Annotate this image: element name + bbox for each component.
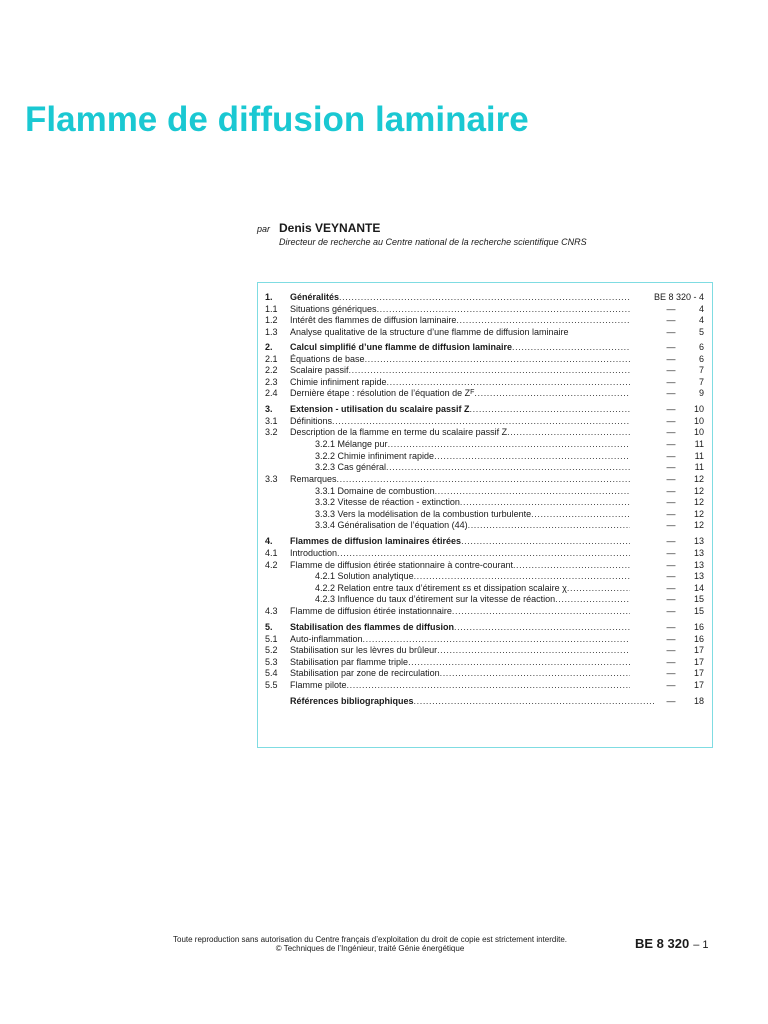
footer-line-2: © Techniques de l’Ingénieur, traité Génie énergétique <box>275 944 465 953</box>
toc-entry-label: Stabilisation sur les lèvres du brûleur <box>290 645 438 655</box>
toc-dash: — <box>666 594 676 604</box>
toc-entry-label: Scalaire passif <box>290 365 349 375</box>
toc-entry-label: 3.2.3 Cas général <box>315 462 387 472</box>
toc-entry-label: Description de la flamme en terme du scalaire passif Z <box>290 427 508 437</box>
toc-entry-number: 2.2 <box>265 365 278 375</box>
toc-leader-dots <box>332 415 630 427</box>
toc-entry-number: 5. <box>265 622 273 632</box>
toc-entry-label: Analyse qualitative de la structure d’une flamme de diffusion laminaire <box>290 326 569 337</box>
toc-entry-number: 5.1 <box>265 633 278 644</box>
toc-entry-label: Stabilisation par zone de recirculation <box>290 668 440 678</box>
footer-copyright <box>130 935 610 953</box>
toc-entry[interactable] <box>265 291 704 303</box>
toc-entry[interactable] <box>265 656 704 668</box>
toc-entry-number: 5.4 <box>265 668 278 678</box>
toc-leader-dots <box>337 473 630 485</box>
toc-entry-number: 3.1 <box>265 415 278 426</box>
toc-entry[interactable] <box>265 426 704 438</box>
toc-entry-label: Généralités <box>290 292 340 302</box>
toc-entry-number: 2.4 <box>265 388 278 398</box>
toc-entry-label: 3.3.3 Vers la modélisation de la combustion turbulente <box>315 508 532 519</box>
toc-entry[interactable] <box>265 387 704 399</box>
toc-leader-dots <box>512 341 630 353</box>
toc-entry-label: 4.2.2 Relation entre taux d’étirement εs et dissipation scalaire χ <box>315 582 567 593</box>
toc-entry[interactable] <box>265 593 704 605</box>
toc-entry[interactable] <box>265 633 704 645</box>
toc-entry-page: 16 <box>693 633 704 644</box>
toc-entry[interactable] <box>265 559 704 571</box>
toc-entry-number: 4. <box>265 536 273 546</box>
toc-entry[interactable] <box>265 570 704 582</box>
toc-entry-page: 7 <box>698 365 704 375</box>
toc-entry[interactable] <box>265 605 704 617</box>
toc-dash: — <box>666 485 676 496</box>
toc-entry-number: 2.1 <box>265 353 278 364</box>
toc-entry-page: 10 <box>693 415 704 426</box>
toc-dash: — <box>666 668 676 678</box>
toc-entry-page: 9 <box>698 388 704 398</box>
toc-dash: — <box>666 559 676 570</box>
document-title: Flamme de diffusion laminaire <box>25 100 529 139</box>
toc-leader-dots <box>567 582 630 594</box>
toc-entry-page: 13 <box>693 548 704 558</box>
toc-leader-dots <box>440 667 630 679</box>
toc-dash: — <box>666 633 676 644</box>
toc-leader-dots <box>555 593 630 605</box>
toc-entry[interactable] <box>265 415 704 427</box>
toc-entry-page: 17 <box>693 679 704 690</box>
toc-entry-page: 12 <box>693 508 704 519</box>
toc-entry-number: 1. <box>265 292 273 302</box>
toc-dash: — <box>666 326 676 337</box>
toc-entry[interactable] <box>265 314 704 326</box>
toc-entry-page: 11 <box>694 450 704 461</box>
toc-entry-page: 12 <box>693 474 704 484</box>
toc-leader-dots <box>377 303 630 315</box>
toc-entry-number: 2. <box>265 342 273 352</box>
toc-dash: — <box>666 622 676 632</box>
toc-dash: — <box>666 388 676 398</box>
toc-entry-label: Chimie infiniment rapide <box>290 376 387 387</box>
toc-entry-label: Introduction <box>290 548 338 558</box>
toc-dash: — <box>666 415 676 426</box>
toc-dash: — <box>666 450 676 461</box>
toc-entry-page: 4 <box>698 315 704 325</box>
toc-entry[interactable] <box>265 535 704 547</box>
toc-entry[interactable] <box>265 508 704 520</box>
footer-page-code <box>635 935 709 953</box>
toc-entry-number: 4.3 <box>265 605 278 616</box>
toc-entry-label: 3.2.1 Mélange pur <box>315 439 388 449</box>
toc-leader-dots <box>461 535 630 547</box>
toc-dash: — <box>666 365 676 375</box>
toc-entry-page: 4 <box>698 303 704 314</box>
toc-entry-page: 10 <box>693 427 704 437</box>
toc-leader-dots <box>452 605 630 617</box>
toc-entry-label: 3.3.4 Généralisation de l’équation (44) <box>315 520 468 530</box>
toc-entry-page: 17 <box>693 645 704 655</box>
toc-entry-subscript: F <box>470 389 475 396</box>
toc-leader-dots <box>434 450 630 462</box>
toc-entry-label: Calcul simplifié d’une flamme de diffusion laminaire <box>290 342 513 352</box>
toc-entry[interactable] <box>265 438 704 450</box>
toc-entry-label: Extension - utilisation du scalaire passif Z <box>290 404 470 414</box>
footer-line-1: Toute reproduction sans autorisation du Centre français d’exploitation du droit de copie est strictement interdite. <box>173 935 567 944</box>
table-of-contents <box>257 282 713 748</box>
toc-entry[interactable] <box>265 496 704 508</box>
toc-leader-dots <box>507 426 630 438</box>
toc-entry-label: Flamme de diffusion étirée stationnaire à contre-courant <box>290 559 513 570</box>
toc-entry-label: Flammes de diffusion laminaires étirées <box>290 536 462 546</box>
toc-leader-dots <box>437 644 630 656</box>
toc-entry-number: 4.2 <box>265 559 278 570</box>
toc-leader-dots <box>460 496 630 508</box>
toc-list <box>265 283 704 747</box>
toc-entry[interactable] <box>265 461 704 473</box>
toc-entry-label: 4.2.3 Influence du taux d’étirement sur la vitesse de réaction <box>315 594 556 604</box>
toc-entry-page: 11 <box>694 462 704 472</box>
toc-leader-dots <box>468 519 630 531</box>
toc-entry-page: 12 <box>693 485 704 496</box>
toc-leader-dots <box>454 621 630 633</box>
toc-dash: — <box>666 427 676 437</box>
toc-entry-page: 11 <box>694 439 704 449</box>
toc-leader-dots <box>349 364 630 376</box>
toc-dash: — <box>666 645 676 655</box>
toc-entry-number: 2.3 <box>265 376 278 387</box>
toc-entry[interactable] <box>265 341 704 353</box>
toc-dash: — <box>666 474 676 484</box>
toc-entry-number: 1.2 <box>265 315 278 325</box>
toc-entry[interactable] <box>265 403 704 415</box>
toc-dash: — <box>666 462 676 472</box>
toc-entry-label: Remarques <box>290 474 337 484</box>
toc-entry-page: 13 <box>693 559 704 570</box>
toc-dash: — <box>666 353 676 364</box>
toc-entry[interactable] <box>265 485 704 497</box>
toc-entry-label: Situations génériques <box>290 303 377 314</box>
toc-dash: — <box>666 548 676 558</box>
toc-leader-dots <box>474 387 630 399</box>
toc-entry-label: Dernière étape : résolution de l’équation de Z <box>290 388 471 398</box>
author-prefix: par <box>257 224 271 234</box>
toc-leader-dots <box>363 633 630 645</box>
toc-entry[interactable] <box>265 695 704 707</box>
toc-entry-page: 12 <box>693 497 704 507</box>
toc-entry-label: Stabilisation des flammes de diffusion <box>290 622 455 632</box>
toc-entry-label: 3.3.2 Vitesse de réaction - extinction <box>315 497 460 507</box>
toc-leader-dots <box>470 403 630 415</box>
toc-leader-dots <box>414 695 655 707</box>
author-affiliation: Directeur de recherche au Centre national de la recherche scientifique CNRS <box>279 237 587 247</box>
toc-entry-page: 6 <box>698 342 704 352</box>
toc-entry-number: 5.3 <box>265 656 278 667</box>
toc-leader-dots <box>347 679 630 691</box>
toc-entry-label: Stabilisation par flamme triple <box>290 656 409 667</box>
toc-entry-label: Équations de base <box>290 353 365 364</box>
toc-entry[interactable] <box>265 679 704 691</box>
toc-entry-number: 3.3 <box>265 474 278 484</box>
toc-entry-page: 14 <box>693 582 704 593</box>
toc-entry[interactable] <box>265 582 704 594</box>
toc-entry-label: 3.2.2 Chimie infiniment rapide <box>315 450 435 461</box>
toc-entry[interactable] <box>265 473 704 485</box>
toc-entry-page: 13 <box>693 571 704 581</box>
toc-entry[interactable] <box>265 326 704 338</box>
toc-entry-label: Intérêt des flammes de diffusion laminaire <box>290 315 457 325</box>
toc-dash: — <box>666 679 676 690</box>
toc-entry-page: 13 <box>693 536 704 546</box>
toc-entry-label: Références bibliographiques <box>290 696 414 706</box>
toc-entry[interactable] <box>265 547 704 559</box>
toc-leader-dots <box>435 485 630 497</box>
toc-entry-number: 3.2 <box>265 427 278 437</box>
toc-dash: — <box>666 696 676 706</box>
toc-leader-dots <box>456 314 630 326</box>
toc-leader-dots <box>387 376 630 388</box>
toc-entry[interactable] <box>265 303 704 315</box>
toc-entry[interactable] <box>265 644 704 656</box>
footer-page-number: – 1 <box>693 939 709 951</box>
toc-leader-dots <box>414 570 630 582</box>
toc-leader-dots <box>531 508 630 520</box>
toc-entry-number: 5.2 <box>265 645 278 655</box>
toc-dash: — <box>666 536 676 546</box>
toc-leader-dots <box>408 656 630 668</box>
toc-entry-label: Définitions <box>290 415 333 426</box>
toc-entry-number: 3. <box>265 404 273 414</box>
toc-entry-page: BE 8 320 - 4 <box>653 292 704 302</box>
toc-entry-page: 7 <box>698 376 704 387</box>
toc-dash: — <box>666 571 676 581</box>
toc-entry[interactable] <box>265 667 704 679</box>
toc-leader-dots <box>339 291 630 303</box>
toc-entry-page: 16 <box>693 622 704 632</box>
toc-dash: — <box>666 520 676 530</box>
toc-leader-dots <box>337 547 630 559</box>
toc-entry-page: 15 <box>693 594 704 604</box>
toc-dash: — <box>666 656 676 667</box>
toc-entry-page: 18 <box>693 696 704 706</box>
toc-entry-page: 5 <box>698 326 704 337</box>
toc-dash: — <box>666 582 676 593</box>
toc-dash: — <box>666 303 676 314</box>
toc-dash: — <box>666 315 676 325</box>
toc-entry[interactable] <box>265 376 704 388</box>
toc-entry-number: 1.3 <box>265 326 278 337</box>
toc-leader-dots <box>365 353 630 365</box>
toc-entry-page: 17 <box>693 668 704 678</box>
toc-dash: — <box>666 439 676 449</box>
toc-dash: — <box>666 404 676 414</box>
toc-dash: — <box>666 605 676 616</box>
toc-entry-label: 3.3.1 Domaine de combustion <box>315 485 435 496</box>
toc-dash: — <box>666 376 676 387</box>
toc-entry[interactable] <box>265 364 704 376</box>
toc-leader-dots <box>388 438 630 450</box>
toc-leader-dots <box>386 461 630 473</box>
toc-entry-label: Flamme de diffusion étirée instationnaire <box>290 605 452 616</box>
author-block <box>257 221 587 247</box>
author-name: Denis VEYNANTE <box>279 221 381 235</box>
toc-entry[interactable] <box>265 519 704 531</box>
toc-entry[interactable] <box>265 621 704 633</box>
toc-entry-page: 12 <box>693 520 704 530</box>
toc-entry-number: 4.1 <box>265 548 278 558</box>
footer-doc-code: BE 8 320 <box>635 936 690 951</box>
toc-dash: — <box>666 508 676 519</box>
toc-entry-number: 1.1 <box>265 303 278 314</box>
toc-entry[interactable] <box>265 450 704 462</box>
toc-dash: — <box>666 342 676 352</box>
toc-entry-page: 6 <box>698 353 704 364</box>
toc-entry-page: 10 <box>693 404 704 414</box>
toc-entry-label: 4.2.1 Solution analytique <box>315 571 414 581</box>
toc-entry-number: 5.5 <box>265 679 278 690</box>
toc-leader-dots <box>513 559 630 571</box>
toc-entry-label: Flamme pilote <box>290 679 347 690</box>
toc-entry-page: 17 <box>693 656 704 667</box>
toc-entry-label: Auto-inflammation <box>290 633 363 644</box>
toc-entry-page: 15 <box>693 605 704 616</box>
toc-entry[interactable] <box>265 353 704 365</box>
toc-dash: — <box>666 497 676 507</box>
